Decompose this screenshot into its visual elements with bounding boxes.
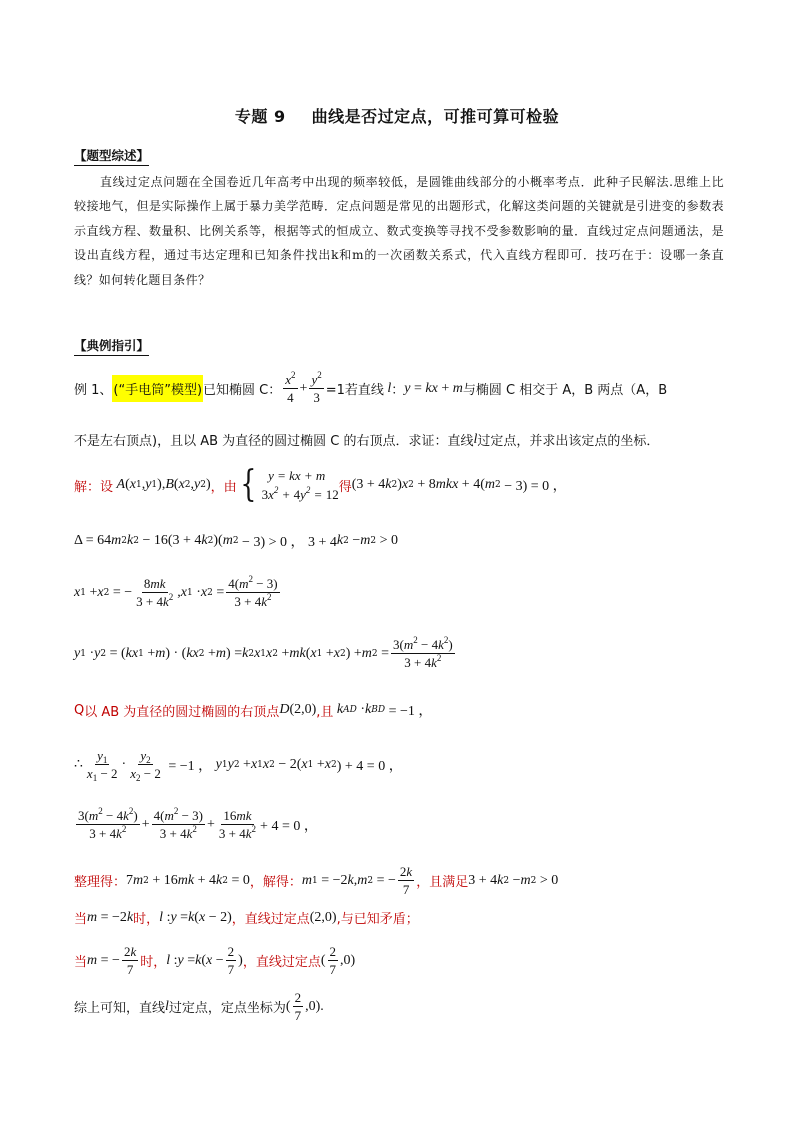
conclusion-line: 综上可知，直线 l 过定点，定点坐标为 ( $\frac{2}{7}$ ,0). xyxy=(74,990,324,1023)
product-line: y 1 · y 2 = ( kx 1 + m ) · ( kx 2 + m ) = k 2 x 1 x 2 + mk ( x 1 + x 2 ) + m 2 = $\frac{3(m^2 - 4k^2)}{3 + 4k^2}$ xyxy=(74,635,453,670)
fraction: $\frac{y^2}{3}$ xyxy=(311,370,322,405)
overview-paragraph: 直线过定点问题在全国卷近几年高考中出现的频率较低，是圆锥曲线部分的小概率考点．此种子民解法.思维上比较接地气，但是实际操作上属于暴力美学范畴．定点问题是常见的出题形式，化解这类问题的关键就是引进变的参数表示直线方程、数量积、比例关系等，根据等式的恒成立、数式变换等寻找不受参数影响的量．直线过定点问题通法，是设出直线方程，通过韦达定理和已知条件找出k和m的一次函数关系式，代入直线方程即可．技巧在于：设哪一条直线？如何转化题目条件？ xyxy=(74,175,724,287)
slope-product-line: ∴ $\frac{y_1}{x_1 - 2}$ · $\frac{y_2}{x_2 - 2}$ = −1 ， y 1 y 2 + x 1 x 2 − 2( x 1 + x 2 ) + 4 = 0 ， xyxy=(74,748,403,783)
example-problem-line-2: 不是左右顶点)，且以 AB 为直径的圆过椭圆 C 的右顶点．求证：直线 l 过定点，并求出该定点的坐标． xyxy=(74,431,660,449)
condition-line: Q 以 AB 为直径的圆过椭圆的右顶点 D (2,0) ,且 k AD · k BD = −1 ， xyxy=(74,702,433,720)
example-problem-line-1: 例 1、 (“手电筒”模型) 已知椭圆 C： $\frac{x^2}{4}$ + $\frac{y^2}{3}$ =1若直线 l ： y = kx + m 与椭圆 C 相交于 A，B 两点（A，B xyxy=(74,370,668,405)
page-title xyxy=(0,104,794,127)
example-label: 例 1、 xyxy=(74,383,113,398)
discriminant-line: Δ = 64 m 2 k 2 − 16(3 + 4 k 2 )( m 2 − 3) > 0 ， 3 + 4 k 2 − m 2 > 0 xyxy=(74,533,399,550)
topic-title: 曲线是否过定点，可推可算可检验 xyxy=(311,107,560,126)
solution-line-1: 解：设 A ( x 1 , y 1 ), B ( x 2 , y 2 ) ，由 { y = kx + m $3x^2 + 4y^2 = 12$ 得 (3 + 4 k 2 ) x 2 + 8 mkx + 4( m 2 − 3) = 0 ， xyxy=(74,464,567,505)
example-heading: 【典例指引】 xyxy=(74,336,149,356)
fraction: $\frac{x^2}{4}$ xyxy=(285,370,296,405)
model-tag: (“手电筒”模型) xyxy=(112,375,203,402)
sum-equation-line: $\frac{3(m^2 - 4k^2)}{3 + 4k^2}$ + $\frac{4(m^2 - 3)}{3 + 4k^2}$ + $\frac{16mk}{3 + 4k^2}$ + 4 = 0 ， xyxy=(78,806,318,841)
case-2-line: 当 m = − $\frac{2k}{7}$ 时， l : y = k ( x − $\frac{2}{7}$ ) ，直线过定点 ( $\frac{2}{7}$ ,0) xyxy=(74,944,356,977)
overview-heading: 【题型综述】 xyxy=(74,146,149,166)
vieta-line: x 1 + x 2 = − $\frac{8mk}{3 + 4k^2}$ , x 1 · x 2 = $\frac{4(m^2 - 3)}{3 + 4k^2}$ xyxy=(74,574,278,609)
simplify-line: 整理得： 7 m 2 + 16 mk + 4 k 2 = 0 ，解得： m 1 = −2 k , m 2 = − $\frac{2k}{7}$ ，且满足 3 + 4 k 2 − m 2 > 0 xyxy=(74,864,559,897)
topic-number: 专题 9 xyxy=(234,107,286,126)
case-1-line: 当 m = −2 k 时， l : y = k ( x − 2) ，直线过定点 (2,0) ,与已知矛盾； xyxy=(74,909,419,927)
